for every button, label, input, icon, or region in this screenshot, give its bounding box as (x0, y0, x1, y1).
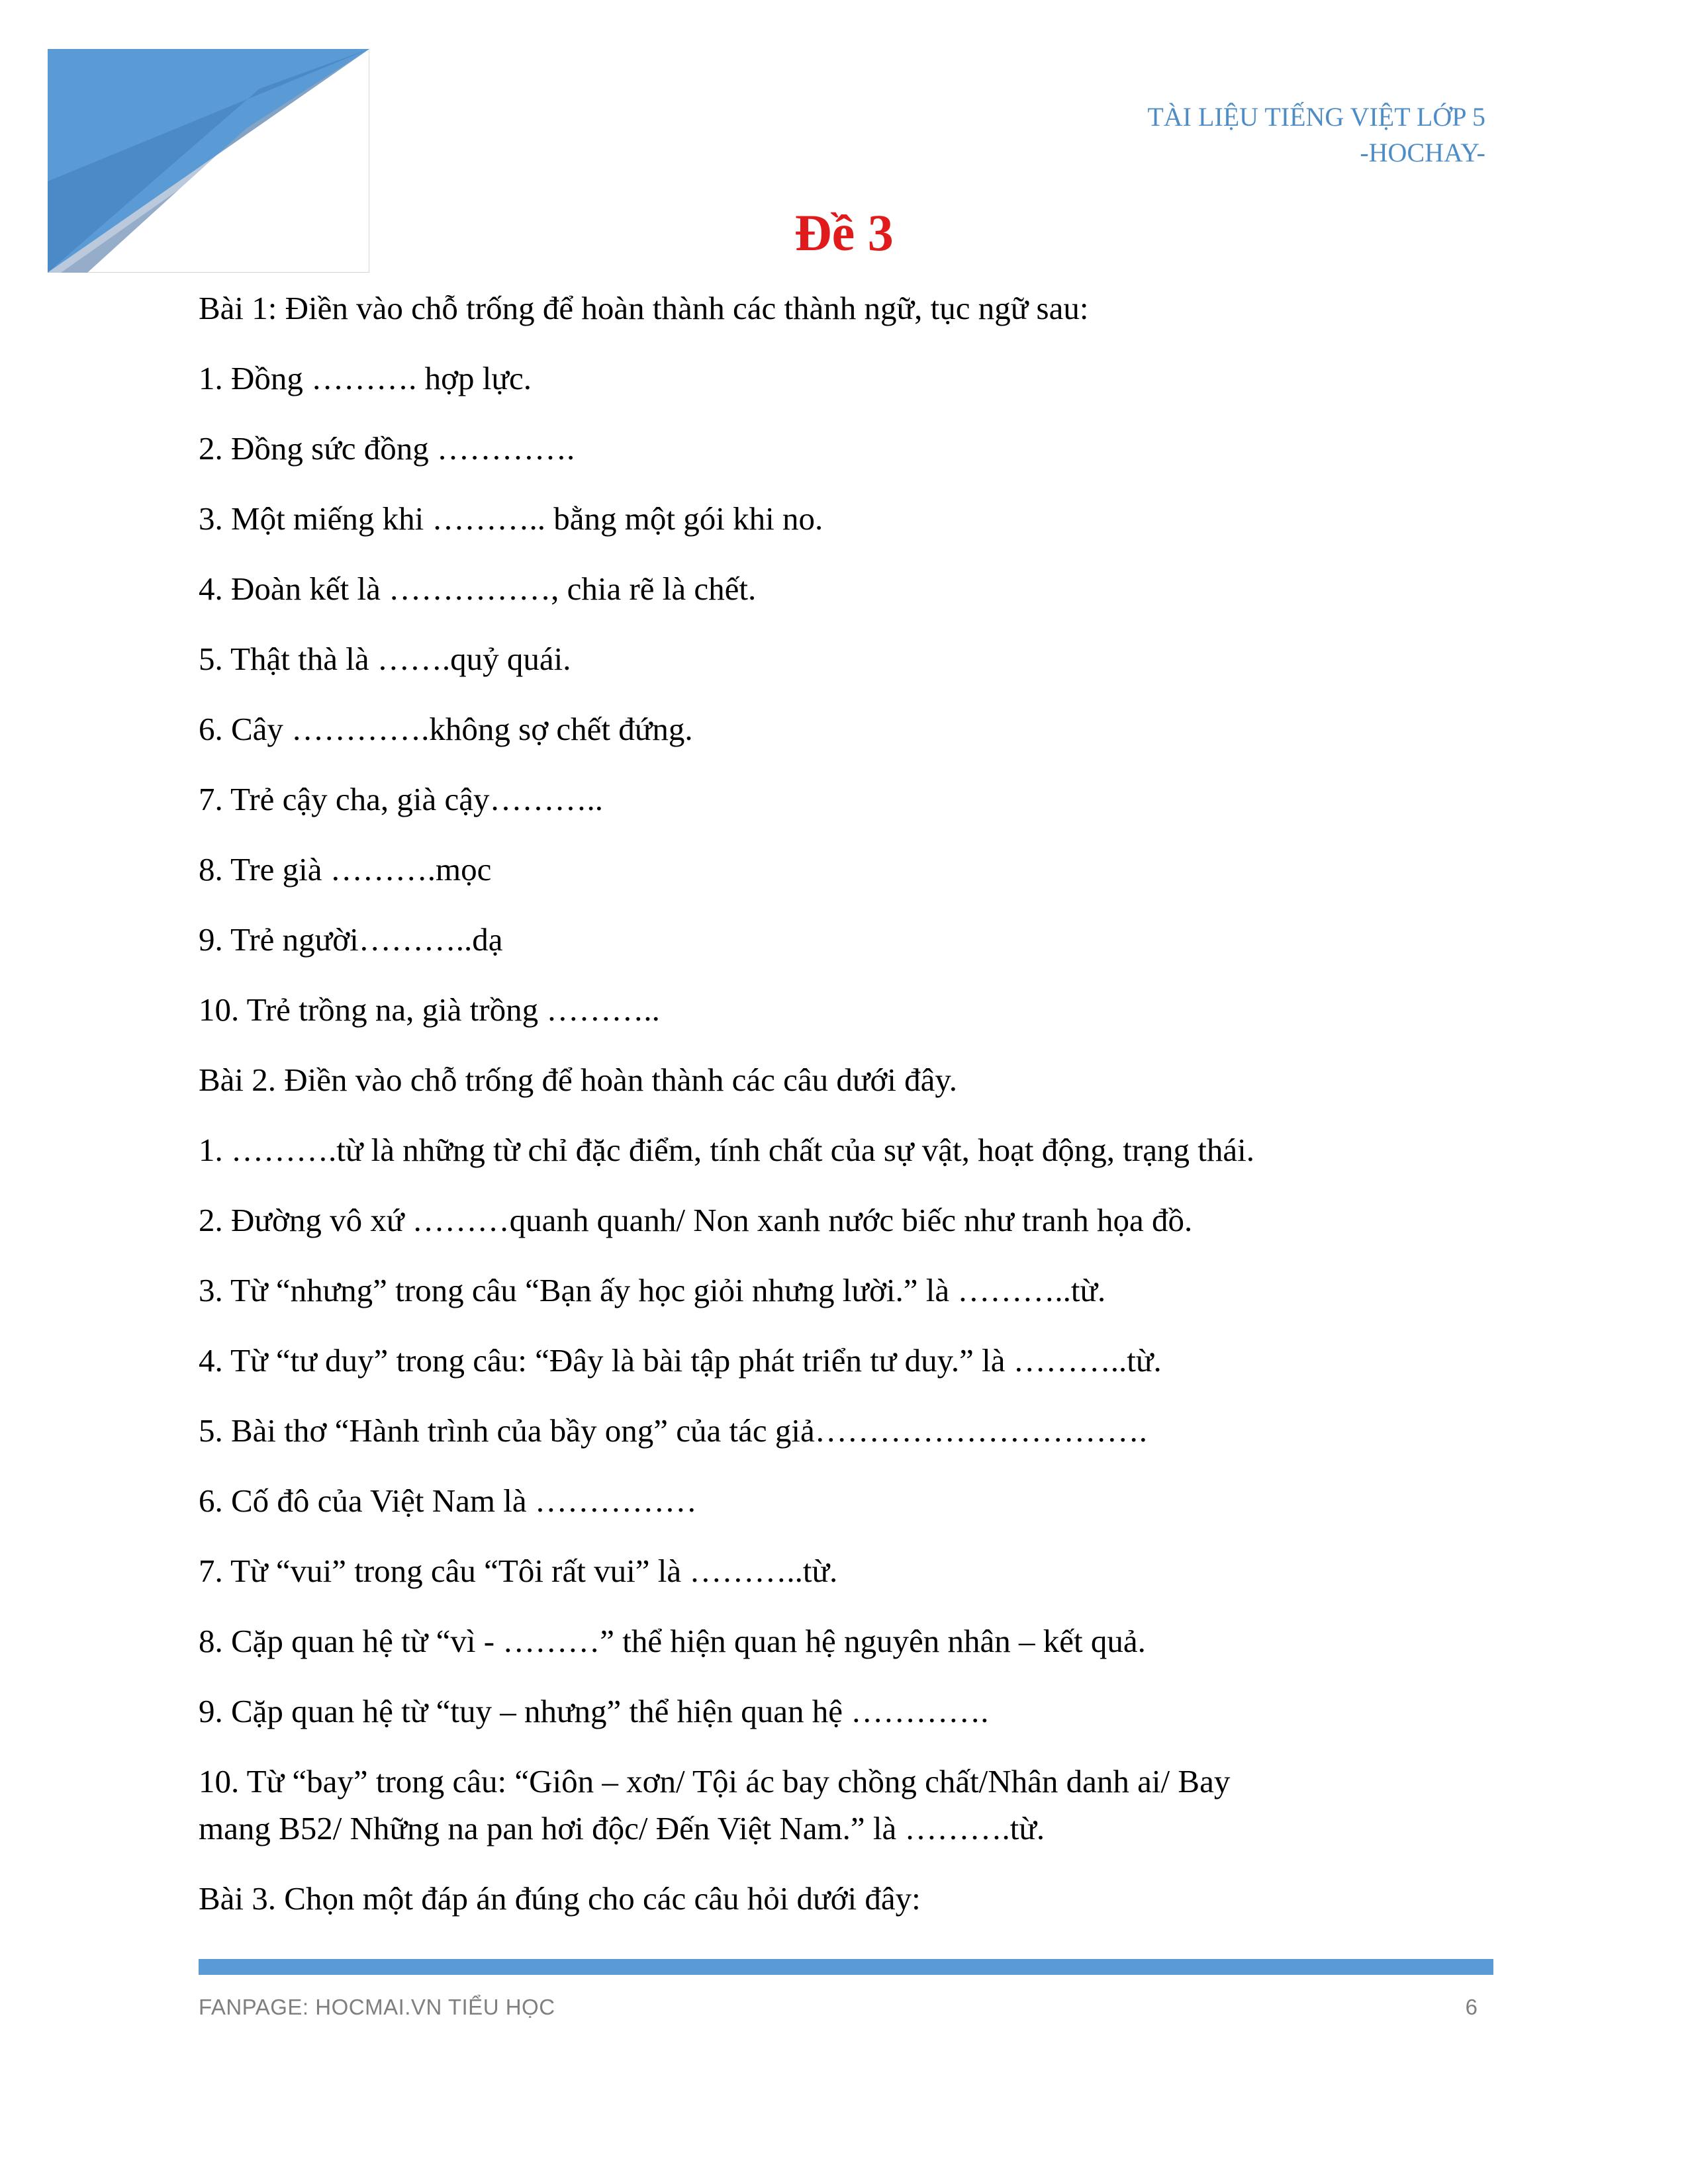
bai1-item: 10. Trẻ trồng na, già trồng ……….. (199, 991, 660, 1028)
bai1-heading: Bài 1: Điền vào chỗ trống để hoàn thành các thành ngữ, tục ngữ sau: (199, 290, 1089, 326)
bai2-item: 4. Từ “tư duy” trong câu: “Đây là bài tập phát triển tư duy.” là ………..từ. (199, 1342, 1162, 1379)
bai2-item: 1. ……….từ là những từ chỉ đặc điểm, tính chất của sự vật, hoạt động, trạng thái. (199, 1132, 1254, 1168)
bai1-item: 3. Một miếng khi ……….. bằng một gói khi no. (199, 500, 823, 537)
footer-fanpage-text: FANPAGE: HOCMAI.VN TIỂU HỌC (199, 1995, 555, 2019)
bai1-item: 6. Cây ………….không sợ chết đứng. (199, 711, 693, 747)
bai2-heading: Bài 2. Điền vào chỗ trống để hoàn thành các câu dưới đây. (199, 1062, 957, 1098)
bai1-item: 7. Trẻ cậy cha, già cậy……….. (199, 781, 603, 817)
bai1-item: 5. Thật thà là …….quỷ quái. (199, 641, 571, 677)
bai1-item: 2. Đồng sức đồng …………. (199, 430, 575, 467)
bai2-item: 8. Cặp quan hệ từ “vì - ………” thể hiện quan hệ nguyên nhân – kết quả. (199, 1623, 1146, 1659)
bai2-item: 5. Bài thơ “Hành trình của bầy ong” của tác giả…………………………. (199, 1412, 1147, 1449)
exercise-content (199, 285, 1496, 1945)
bai1-item: 8. Tre già ……….mọc (199, 851, 492, 887)
footer-accent-bar (199, 1959, 1493, 1975)
bai2-item: 7. Từ “vui” trong câu “Tôi rất vui” là ………..từ. (199, 1553, 838, 1589)
bai3-heading: Bài 3. Chọn một đáp án đúng cho các câu hỏi dưới đây: (199, 1880, 921, 1917)
bai2-item: 6. Cố đô của Việt Nam là …………… (199, 1482, 697, 1519)
bai1-item: 4. Đoàn kết là ……………, chia rẽ là chết. (199, 570, 757, 607)
bai2-item: 2. Đường vô xứ ………quanh quanh/ Non xanh nước biếc như tranh họa đồ. (199, 1202, 1193, 1238)
header-title: TÀI LIỆU TIẾNG VIỆT LỚP 5 (1147, 102, 1485, 132)
bai1-item: 1. Đồng ………. hợp lực. (199, 360, 532, 396)
bai2-item: 10. Từ “bay” trong câu: “Giôn – xơn/ Tội ác bay chồng chất/Nhân danh ai/ Bay mang B52/ Những na pan hơi độc/ Đến Việt Nam.” là ……….từ. (199, 1763, 1231, 1846)
header-subtitle: -HOCHAY- (1360, 138, 1485, 167)
bai1-item: 9. Trẻ người………..dạ (199, 921, 503, 958)
bai2-item: 3. Từ “nhưng” trong câu “Bạn ấy học giỏi nhưng lười.” là ………..từ. (199, 1272, 1106, 1308)
bai2-item: 9. Cặp quan hệ từ “tuy – nhưng” thể hiện quan hệ …………. (199, 1693, 989, 1729)
page-number: 6 (1465, 1995, 1477, 2019)
page-title: Đề 3 (794, 204, 894, 261)
header-label (1147, 99, 1485, 171)
